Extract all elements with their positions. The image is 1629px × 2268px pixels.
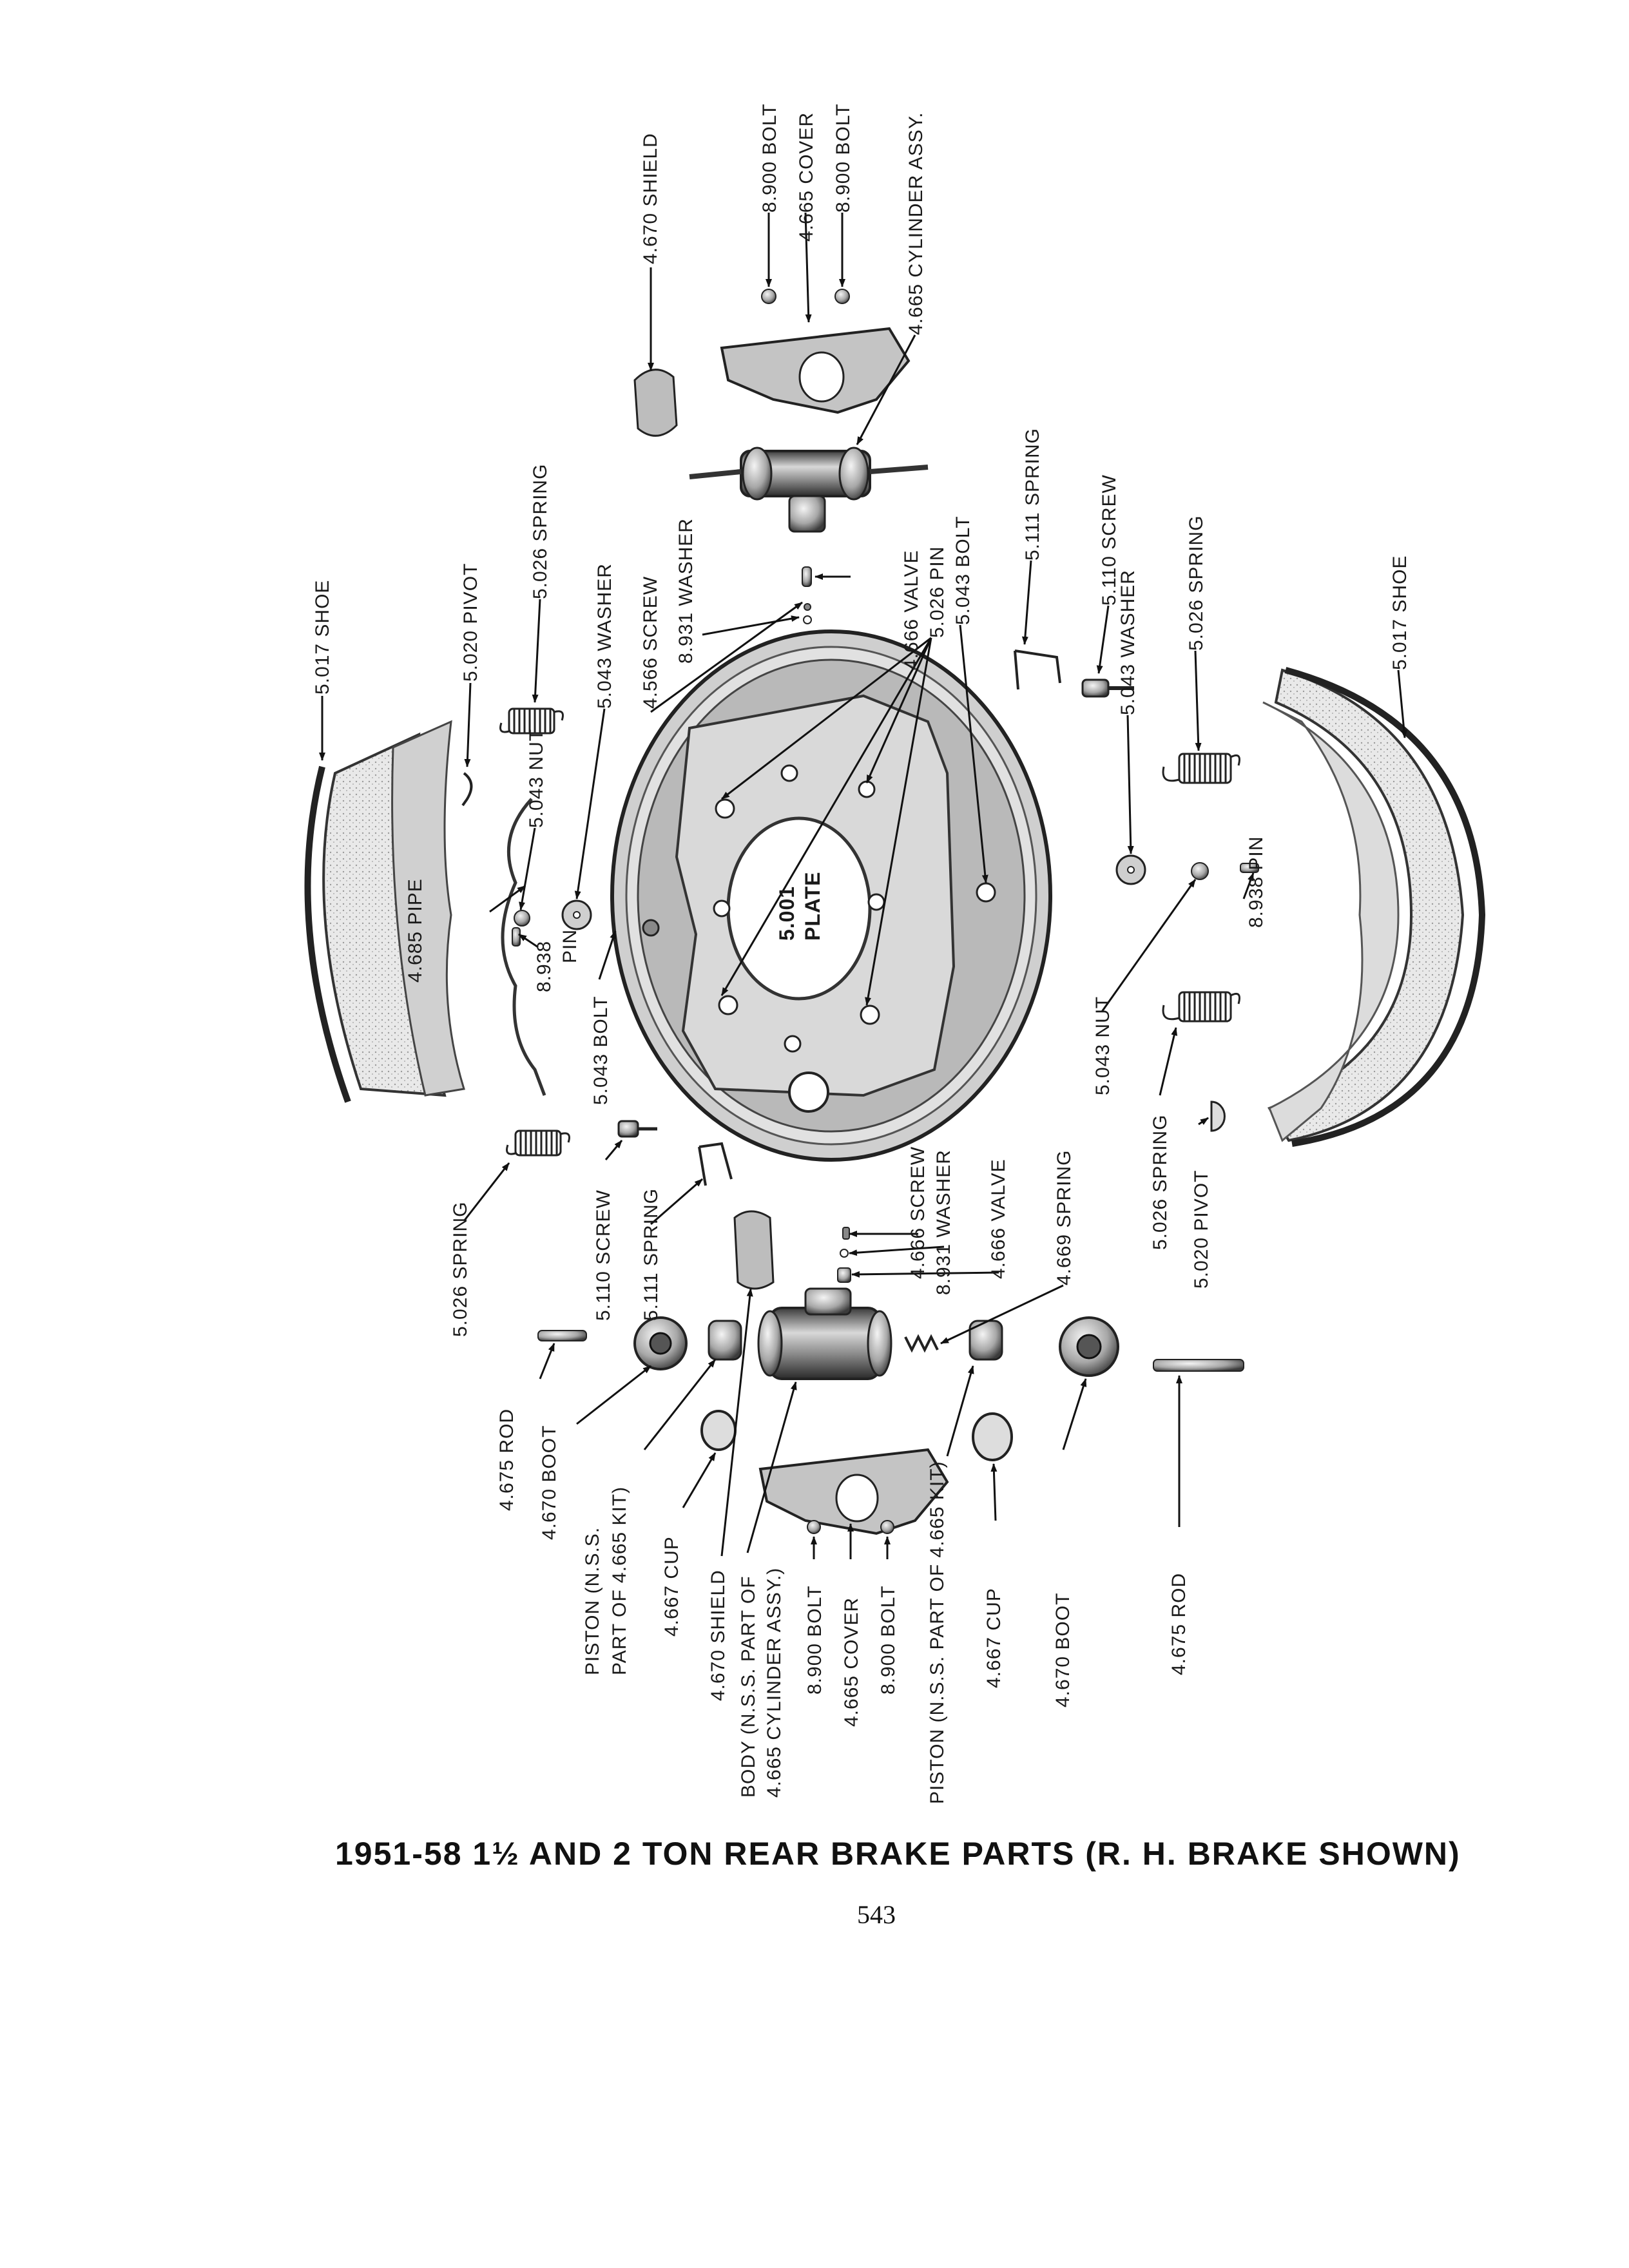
- label-cup-4667-r: 4.667 CUP: [983, 1588, 1005, 1688]
- label-piston-l-line1: PISTON (N.S.S.: [582, 1526, 603, 1675]
- label-shoe-right: 5.017 SHOE: [1389, 555, 1411, 670]
- label-plate-number: 5.001: [775, 885, 798, 941]
- page-title: 1951-58 1½ AND 2 TON REAR BRAKE PARTS (R. H. BRAKE SHOWN): [335, 1836, 1461, 1872]
- label-bolt-top-1: 8.900 BOLT: [759, 103, 780, 213]
- label-bolt-5043-top: 5.043 BOLT: [952, 515, 974, 625]
- label-washer-8931-b: 8.931 WASHER: [933, 1149, 954, 1295]
- label-washer-8931-top: 8.931 WASHER: [675, 518, 697, 664]
- label-boot-4670-l: 4.670 BOOT: [539, 1425, 560, 1540]
- page-number: 543: [857, 1900, 896, 1929]
- label-valve-4666-top: 4.666 VALVE: [901, 550, 922, 670]
- label-shield-4670-b: 4.670 SHIELD: [708, 1570, 729, 1701]
- label-cover-top: 4.665 COVER: [796, 111, 817, 242]
- label-bolt-5043-l: 5.043 BOLT: [590, 995, 612, 1105]
- label-boot-4670-r: 4.670 BOOT: [1052, 1592, 1074, 1707]
- label-spring-5026-tl: 5.026 SPRING: [530, 463, 551, 599]
- label-pin-8938-l-num: 8.938: [534, 940, 555, 992]
- label-screw-4666-b: 4.666 SCREW: [907, 1146, 929, 1279]
- label-spring-5026-tr: 5.026 SPRING: [1186, 515, 1207, 651]
- label-nut-5043-r: 5.043 NUT: [1092, 995, 1113, 1095]
- label-screw-5110-l: 5.110 SCREW: [593, 1189, 614, 1321]
- label-spring-5026-bl: 5.026 SPRING: [450, 1201, 471, 1337]
- label-rod-4675-r: 4.675 ROD: [1168, 1572, 1190, 1675]
- label-spring-5111-r: 5.111 SPRING: [1022, 428, 1043, 561]
- label-piston-r: PISTON (N.S.S. PART OF 4.665 KIT): [927, 1461, 948, 1804]
- label-pin-8938-l-text: PIN: [559, 928, 581, 963]
- label-washer-5043-l: 5.043 WASHER: [594, 563, 615, 709]
- label-spring-4669: 4.669 SPRING: [1054, 1149, 1075, 1285]
- backing-plate: [612, 631, 1050, 1160]
- label-cup-4667-l: 4.667 CUP: [661, 1536, 682, 1637]
- top-shield: [635, 370, 677, 436]
- label-shield-top: 4.670 SHIELD: [640, 133, 661, 264]
- label-pin-5026: 5.026 PIN: [927, 546, 948, 638]
- label-screw-4566: 4.566 SCREW: [640, 575, 661, 709]
- label-spring-5026-br: 5.026 SPRING: [1150, 1114, 1171, 1250]
- label-pivot-5020-r: 5.020 PIVOT: [1191, 1169, 1212, 1289]
- label-pin-8938-r: 8.938 PIN: [1246, 836, 1267, 928]
- label-plate: PLATE: [801, 871, 824, 941]
- label-body-line2: 4.665 CYLINDER ASSY.): [764, 1567, 785, 1798]
- label-screw-5110-r: 5.110 SCREW: [1099, 474, 1120, 606]
- label-body-line1: BODY (N.S.S. PART OF: [738, 1575, 759, 1798]
- label-bolt-8900-b1: 8.900 BOLT: [804, 1585, 825, 1695]
- label-bolt-8900-b2: 8.900 BOLT: [878, 1585, 899, 1695]
- label-cylinder-assy: 4.665 CYLINDER ASSY.: [905, 111, 927, 335]
- label-cover-4665-b: 4.665 COVER: [841, 1597, 862, 1727]
- label-piston-l-line2: PART OF 4.665 KIT): [609, 1486, 630, 1675]
- label-rod-4675-l: 4.675 ROD: [496, 1408, 517, 1511]
- top-bolts: [762, 289, 849, 303]
- label-pivot-5020-l: 5.020 PIVOT: [460, 562, 481, 682]
- label-bolt-top-2: 8.900 BOLT: [833, 103, 854, 213]
- label-shoe-left: 5.017 SHOE: [312, 579, 333, 695]
- label-valve-4666-b: 4.666 VALVE: [988, 1158, 1009, 1279]
- left-brake-shoe: [308, 722, 465, 1102]
- label-spring-5111-l: 5.111 SPRING: [641, 1188, 662, 1321]
- label-washer-5043-r: 5.043 WASHER: [1117, 570, 1139, 715]
- right-brake-shoe: [1263, 670, 1482, 1144]
- label-nut-5043-l: 5.043 NUT: [526, 728, 547, 828]
- top-wheel-cylinder: [689, 448, 928, 532]
- label-pipe-4685: 4.685 PIPE: [405, 878, 426, 983]
